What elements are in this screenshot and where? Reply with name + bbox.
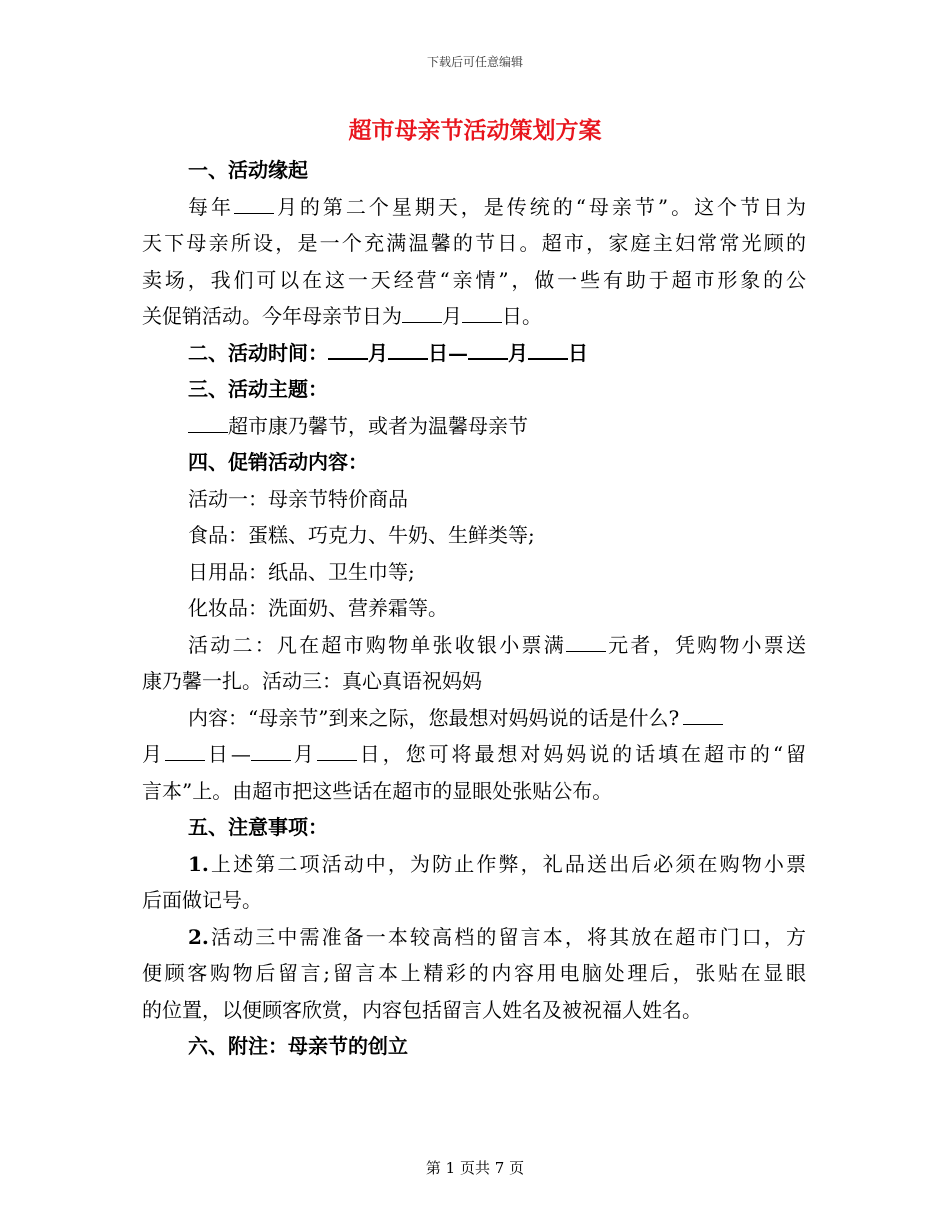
- section-heading-1: 一、活动缘起: [188, 158, 308, 182]
- blank-field: [165, 740, 205, 761]
- paragraph-line: 关促销活动。今年母亲节日为 月 日。: [142, 304, 542, 328]
- theme-line: 超市康乃馨节，或者为温馨母亲节: [142, 408, 806, 445]
- activity-one: 活动一：母亲节特价商品: [188, 486, 408, 511]
- section-heading-6: 六、附注：母亲节的创立: [188, 1034, 408, 1058]
- section-heading-4: 四、促销活动内容：: [188, 450, 368, 474]
- note-two: 2.活动三中需准备一本较高档的留言本，将其放在超市门口，方: [188, 924, 806, 949]
- section-heading-3: 三、活动主题：: [188, 377, 328, 401]
- note-one: 1.上述第二项活动中，为防止作弊，礼品送出后必须在购物小票: [188, 851, 806, 876]
- blank-field: [388, 338, 428, 360]
- page-header: 下载后可任意编辑: [426, 55, 523, 69]
- paragraph-line: 卖场，我们可以在这一天经营“亲情”，做一些有助于超市形象的公: [142, 267, 806, 292]
- content-line: 月 日— 月 日，您可将最想对妈妈说的话填在超市的“留: [142, 742, 807, 766]
- activity-three-line: 康乃馨一扎。活动三：真心真语祝妈妈: [142, 669, 482, 693]
- blank-field: [468, 338, 508, 360]
- section-heading-2: 二、活动时间： 月 日— 月 日: [142, 335, 806, 372]
- blank-field: [317, 740, 357, 761]
- blank-field: [462, 302, 502, 323]
- note-two-cont: 便顾客购物后留言;留言本上精彩的内容用电脑处理后，张贴在显眼: [142, 961, 806, 985]
- content-line: 言本”上。由超市把这些话在超市的显眼处张贴公布。: [142, 778, 613, 803]
- page-footer: 第 1 页共 7 页: [425, 1159, 525, 1177]
- paragraph-line: 每年 月的第二个星期天，是传统的“母亲节”。这个节日为: [188, 194, 806, 219]
- document-body: [142, 152, 806, 1065]
- content-line: 内容：“母亲节”到来之际，您最想对妈妈说的话是什么?: [142, 700, 806, 737]
- activity-two-line: 活动二：凡在超市购物单张收银小票满 元者，凭购物小票送: [188, 632, 807, 657]
- daily-items: 日用品：纸品、卫生巾等;: [188, 559, 415, 584]
- cosmetic-items: 化妆品：洗面奶、营养霜等。: [188, 596, 448, 620]
- blank-field: [528, 338, 568, 360]
- blank-field: [402, 302, 442, 323]
- blank-field: [566, 631, 606, 652]
- food-items: 食品：蛋糕、巧克力、牛奶、生鲜类等;: [188, 523, 535, 547]
- blank-field: [234, 193, 274, 214]
- paragraph-line: 天下母亲所设，是一个充满温馨的节日。超市，家庭主妇常常光顾的: [142, 231, 806, 255]
- blank-field: [328, 338, 368, 360]
- note-one-cont: 后面做记号。: [142, 888, 262, 912]
- note-two-cont: 的位置，以便顾客欣赏，内容包括留言人姓名及被祝福人姓名。: [142, 997, 702, 1022]
- blank-field: [188, 412, 228, 433]
- blank-field: [251, 740, 291, 761]
- section-heading-5: 五、注意事项：: [188, 815, 328, 839]
- document-title: 超市母亲节活动策划方案: [348, 117, 602, 144]
- blank-field: [683, 704, 723, 725]
